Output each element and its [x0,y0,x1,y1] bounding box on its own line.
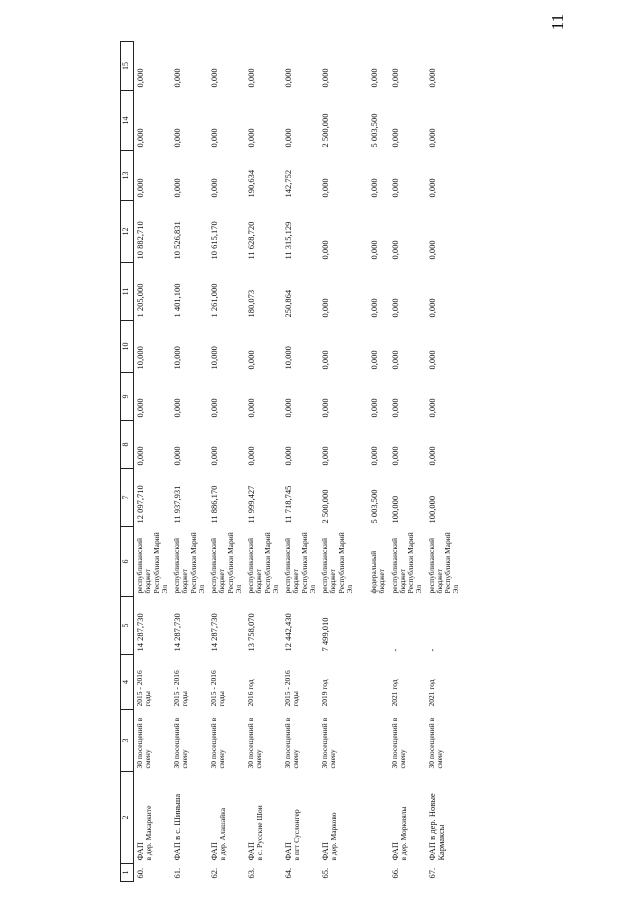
facility-name-cell [245,772,282,864]
cell-c12: 11 315,129 [283,221,293,260]
cell-no: 65. [320,867,330,879]
cell-c12: 0,000 [389,240,400,260]
cell-c12: 0,000 [320,240,330,260]
table-row [426,42,463,882]
cell-c10: 0,000 [320,350,330,370]
facility-name: ФАП [135,842,145,861]
cell-c14: 0,000 [389,128,400,148]
facility-name-cell [282,772,319,864]
cell-no: 63. [246,867,256,879]
cell-c11: 1 401,100 [172,283,182,318]
cell-c5: 7 499,010 [320,617,330,652]
facility-name: ФАП [246,842,256,861]
cell-period: 2021 год [389,679,399,707]
cell-c9: 0,000 [369,398,379,418]
cell-c7: 11 999,427 [246,485,256,524]
cell-c11: 250,864 [283,289,293,318]
cell-src: республиканский бюджет Республики Марий Эл [135,532,169,594]
cell-c14: 0,000 [283,128,293,148]
cell-c11: 0,000 [389,298,400,318]
cell-c13: 0,000 [369,178,379,198]
cell-c9: 0,000 [320,398,330,418]
cell-c11: 1 205,000 [135,283,145,318]
cell-c13: 0,000 [426,178,437,198]
cell-cap: 30 посещений в смену [320,717,338,769]
cell-c12: 0,000 [426,240,437,260]
cell-c7: 100,000 [426,495,437,524]
cell-c10: 0,000 [369,350,379,370]
facility-location: в дер. Алашайка [218,807,228,861]
cell-c15: 0,000 [320,68,330,88]
column-header-5: 5 [121,597,134,655]
cell-c10: 0,000 [426,350,437,370]
cell-c14: 5 003,500 [369,113,379,148]
cell-c8: 0,000 [283,446,293,466]
facility-name: ФАП [389,842,400,861]
cell-c12: 11 628,720 [246,221,256,260]
column-header-10: 10 [121,321,134,373]
facility-name: ФАП [283,842,293,861]
cell-no: 62. [209,867,219,879]
cell-c5: - [389,648,400,652]
cell-c7: 2 500,000 [320,489,330,524]
cell-c14: 0,000 [135,128,145,148]
cell-c10: 0,000 [389,350,400,370]
cell-c9: 0,000 [246,398,256,418]
cell-cap: 30 посещений в смену [209,717,227,769]
facility-location: в с. Русские Шои [255,805,265,861]
facility-name-cell [389,772,426,864]
facility-name: ФАП [320,842,330,861]
cell-no [356,864,389,882]
cell-c14: 0,000 [209,128,219,148]
cell-c13: 0,000 [135,178,145,198]
cell-c14: 0,000 [426,128,437,148]
facility-name-cell [134,772,172,864]
column-header-9: 9 [121,373,134,421]
cell-no: 60. [135,867,145,879]
cell-c14: 0,000 [246,128,256,148]
cell-c7: 12 097,710 [135,485,145,524]
table-row [319,42,356,882]
table-row [171,42,208,882]
table-row [389,42,426,882]
cell-src: республиканский бюджет Республики Марий Эл [283,532,317,594]
facility-name-cell [319,772,356,864]
table-row [208,42,245,882]
cell-c10: 10,000 [135,346,145,370]
cell-period: 2021 год [426,679,436,707]
rotated-table-container [120,42,550,882]
cell-c9: 0,000 [283,398,293,418]
cell-c12: 10 882,710 [135,221,145,260]
cell-c13: 0,000 [209,178,219,198]
facility-location: в дер. Макарките [144,805,154,861]
facility-name-cell [171,772,208,864]
cell-period [356,655,389,710]
cell-c15: 0,000 [283,68,293,88]
cell-c9: 0,000 [135,398,145,418]
table-row [282,42,319,882]
column-header-1: 1 [121,864,134,882]
facility-location: в дер. Моркиялы [398,806,408,861]
cell-c12: 10 526,831 [172,221,182,260]
cell-no: 66. [389,867,400,879]
facility-name-cell [356,772,389,864]
cell-c8: 0,000 [426,446,437,466]
cell-c9: 0,000 [209,398,219,418]
cell-no: 67. [426,867,437,879]
cell-src: республиканский бюджет Республики Марий Эл [426,532,461,594]
cell-c11: 0,000 [369,298,379,318]
cell-c5: 13 758,070 [246,613,256,652]
column-header-2: 2 [121,772,134,864]
cell-c10: 10,000 [172,346,182,370]
cell-c12: 10 615,170 [209,221,219,260]
cell-c7: 100,000 [389,495,400,524]
facility-location: в дер. Марково [329,812,339,861]
cell-no: 61. [172,867,182,879]
cell-c8: 0,000 [369,446,379,466]
cell-c14: 2 500,000 [320,113,330,148]
cell-src: республиканский бюджет Республики Марий Эл [320,532,354,594]
cell-c5: 14 287,730 [135,613,145,652]
column-header-13: 13 [121,151,134,201]
cell-c15: 0,000 [135,68,145,88]
cell-c5: 12 442,430 [283,613,293,652]
cell-c11: 180,073 [246,289,256,318]
cell-period: 2015 - 2016 годы [283,670,301,707]
cell-c8: 0,000 [172,446,182,466]
cell-c8: 0,000 [135,446,145,466]
cell-cap: 30 посещений в смену [426,717,444,769]
cell-cap: 30 посещений в смену [389,717,407,769]
cell-c7: 5 003,500 [369,489,379,524]
cell-c15: 0,000 [209,68,219,88]
cell-c5: - [426,648,437,652]
cell-cap: 30 посещений в смену [172,717,190,769]
cell-c7: 11 937,931 [172,485,182,524]
table-row [356,42,389,882]
column-header-6: 6 [121,527,134,597]
column-header-14: 14 [121,91,134,151]
cell-period: 2015 - 2016 годы [172,670,190,707]
cell-c11: 1 261,000 [209,283,219,318]
cell-cap [356,710,389,772]
facility-name: ФАП в с. Шиньша [172,793,182,861]
cell-c8: 0,000 [320,446,330,466]
cell-src: федеральный бюджет [369,550,387,594]
cell-c15: 0,000 [246,68,256,88]
cell-c13: 0,000 [172,178,182,198]
column-header-3: 3 [121,710,134,772]
table-body [134,42,463,882]
cell-c7: 11 886,170 [209,485,219,524]
cell-c8: 0,000 [389,446,400,466]
cell-period: 2015 - 2016 годы [135,670,153,707]
cell-src: республиканский бюджет Республики Марий Эл [172,532,206,594]
cell-c8: 0,000 [209,446,219,466]
cell-src: республиканский бюджет Республики Марий Эл [389,532,424,594]
cell-c7: 11 718,745 [283,485,293,524]
cell-c9: 0,000 [389,398,400,418]
header-row [121,42,134,882]
facility-name-cell [426,772,463,864]
cell-period: 2016 год [246,679,255,707]
cell-period: 2015 - 2016 годы [209,670,227,707]
cell-c10: 0,000 [246,350,256,370]
table-row [245,42,282,882]
cell-cap: 30 посещений в смену [246,717,264,769]
cell-c15: 0,000 [369,68,379,88]
cell-c13: 0,000 [389,178,400,198]
facility-location: в пгт Суслонгер [292,809,302,861]
page-number: 11 [548,13,567,31]
facility-name: ФАП [209,842,219,861]
facility-name: ФАП в дер. Новые Кармаксы [426,793,446,861]
cell-c5: 14 287,730 [209,613,219,652]
cell-no: 64. [283,867,293,879]
cell-c13: 190,634 [246,169,256,198]
column-header-12: 12 [121,201,134,263]
cell-c9: 0,000 [172,398,182,418]
cell-c13: 142,752 [283,169,293,198]
cell-c9: 0,000 [426,398,437,418]
cell-c10: 10,000 [209,346,219,370]
column-header-15: 15 [121,42,134,91]
cell-cap: 30 посещений в смену [135,717,153,769]
cell-c12: 0,000 [369,240,379,260]
cell-c13: 0,000 [320,178,330,198]
cell-src: республиканский бюджет Республики Марий Эл [209,532,243,594]
facilities-table [120,41,463,882]
cell-src: республиканский бюджет Республики Марий Эл [246,532,280,594]
column-header-11: 11 [121,263,134,321]
cell-c15: 0,000 [426,68,437,88]
cell-c14: 0,000 [172,128,182,148]
column-header-4: 4 [121,655,134,710]
cell-c11: 0,000 [426,298,437,318]
cell-c5 [356,597,389,655]
cell-c15: 0,000 [389,68,400,88]
cell-c10: 10,000 [283,346,293,370]
table-row [134,42,172,882]
column-header-8: 8 [121,421,134,469]
cell-period: 2019 год [320,679,329,707]
cell-cap: 30 посещений в смену [283,717,301,769]
cell-c11: 0,000 [320,298,330,318]
column-header-7: 7 [121,469,134,527]
cell-c15: 0,000 [172,68,182,88]
cell-c5: 14 287,730 [172,613,182,652]
facility-name-cell [208,772,245,864]
cell-c8: 0,000 [246,446,256,466]
